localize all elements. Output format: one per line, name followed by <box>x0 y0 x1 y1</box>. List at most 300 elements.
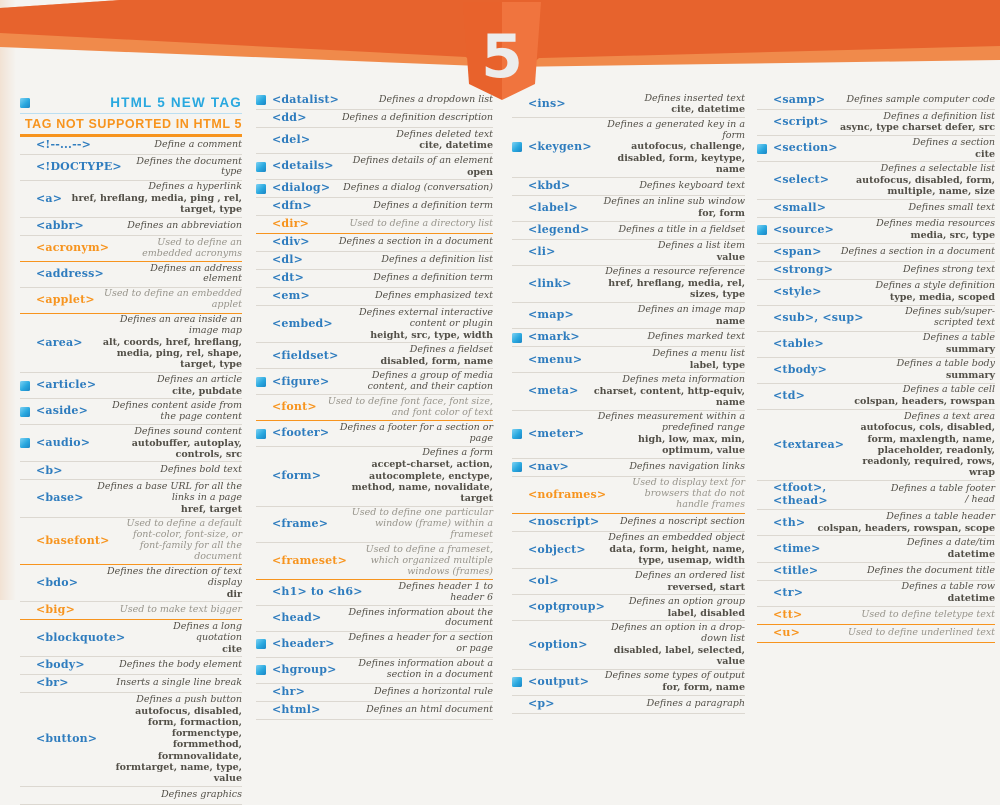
tag-row <box>256 252 493 270</box>
tag-name-text: <tfoot>, <thead> <box>773 481 828 508</box>
tag-attributes: high, low, max, min, optimum, value <box>637 434 745 457</box>
tag-info <box>91 660 242 671</box>
tag-name <box>20 337 83 350</box>
tag-info <box>102 375 242 397</box>
tag-name <box>256 376 329 389</box>
tag-description: Used to define underlined text <box>848 626 995 638</box>
tag-name-text: <head> <box>272 611 322 625</box>
tag-row <box>256 447 493 507</box>
tag-name-text: <fieldset> <box>272 348 339 362</box>
tag-info <box>369 582 493 604</box>
tag-name <box>512 246 556 259</box>
tag-row <box>256 234 493 252</box>
tag-attributes: href, hreflang, media, ping , rel, target, type <box>71 193 242 216</box>
tag-description: Defines an html document <box>366 703 493 715</box>
tag-name-text: <hgroup> <box>272 662 337 676</box>
tag-attributes: value <box>716 252 745 264</box>
tag-description: Used to display text for browsers that do not handle frames <box>632 477 745 511</box>
tag-description: Defines a long quotation <box>173 620 242 643</box>
tag-description: Defines a form <box>422 447 493 459</box>
tag-description: Defines header 1 to header 6 <box>398 580 493 603</box>
tag-name <box>512 141 592 154</box>
tag-name <box>757 364 827 377</box>
tag-name-text: <textarea> <box>773 437 845 451</box>
tag-description: Defines the direction of text display <box>107 565 242 588</box>
tag-row <box>512 329 745 347</box>
tag-list-1 <box>20 137 242 805</box>
tag-info <box>335 423 493 445</box>
tag-info <box>578 267 745 300</box>
tag-row <box>20 236 242 262</box>
tag-name <box>256 218 309 231</box>
tag-row <box>757 306 995 332</box>
tag-info <box>870 307 995 329</box>
tag-name <box>256 94 339 107</box>
tag-row <box>512 240 745 266</box>
tag-attributes: data, form, height, name, type, usemap, width <box>609 544 745 567</box>
tag-name-text: <select> <box>773 173 830 187</box>
tag-info <box>345 345 494 367</box>
tag-info <box>806 628 995 639</box>
tag-name-text: <keygen> <box>528 140 592 154</box>
tag-info <box>311 687 493 698</box>
tag-name-text: <mark> <box>528 330 580 344</box>
tag-name <box>256 318 333 331</box>
tag-row <box>757 510 995 536</box>
tag-info <box>835 112 995 134</box>
tag-row <box>20 565 242 602</box>
tag-info <box>612 478 745 511</box>
column-3 <box>512 92 745 710</box>
tag-name-text: <source> <box>773 222 835 236</box>
tag-attributes: type, media, scoped <box>889 292 995 304</box>
new-tag-bullet-icon <box>256 377 266 387</box>
tag-name-text: <samp> <box>773 93 826 107</box>
tag-info <box>572 94 745 116</box>
tag-info <box>89 315 242 370</box>
tag-info <box>832 203 995 214</box>
tag-attributes: async, type charset defer, src <box>839 122 995 134</box>
tag-name-text: <embed> <box>272 316 333 330</box>
tag-name <box>512 331 580 344</box>
tag-name-text: <li> <box>528 244 556 258</box>
tag-description: Defines a header for a section or page <box>348 632 493 655</box>
new-tag-bullet-icon <box>757 225 767 235</box>
tag-description: Defines a paragraph <box>646 697 745 709</box>
tag-info <box>343 659 493 681</box>
tag-name <box>256 518 328 531</box>
tag-row <box>512 411 745 459</box>
tag-row <box>20 137 242 155</box>
tag-info <box>68 182 242 215</box>
tag-description: Defines small text <box>908 201 995 213</box>
tag-description: Defines a text area <box>903 410 995 422</box>
tag-attributes: autofocus, challenge, disabled, form, keytype, name <box>617 141 745 175</box>
tag-description: Defines a section in a document <box>840 245 995 257</box>
tag-row <box>20 373 242 399</box>
tag-description: Defines keyboard text <box>639 179 745 191</box>
tag-description: Defines sound content <box>134 425 242 437</box>
tag-name <box>20 268 104 281</box>
tag-name-text: <big> <box>36 603 75 617</box>
tag-description: Defines a group of media content, and their caption <box>367 369 493 392</box>
tag-row <box>512 196 745 222</box>
tag-description: Used to define font face, font size, and font color of text <box>327 395 493 418</box>
tag-name <box>512 461 569 474</box>
new-tag-bullet-icon <box>20 381 30 391</box>
tag-name-text: <object> <box>528 542 586 556</box>
tag-name-text: <frame> <box>272 517 329 531</box>
tag-name <box>20 294 95 307</box>
tag-row <box>512 178 745 196</box>
tag-name <box>512 224 590 237</box>
tag-info <box>580 305 745 327</box>
tag-attributes: href, hreflang, media, rel, sizes, type <box>608 278 745 301</box>
tag-row <box>20 657 242 675</box>
tag-name-text: <!--...--> <box>36 138 92 152</box>
tag-name-text: <td> <box>773 389 806 403</box>
tag-description: Defines information about a section in a document <box>358 658 493 681</box>
tag-info <box>42 790 242 801</box>
tag-name <box>512 575 559 588</box>
tag-name <box>256 236 310 249</box>
tag-name <box>256 686 305 699</box>
tag-info <box>824 566 995 577</box>
tag-info <box>341 633 493 655</box>
tag-name-text: <optgroup> <box>528 600 606 614</box>
tag-name <box>757 224 834 237</box>
tag-info <box>598 120 745 175</box>
tag-info <box>327 448 493 504</box>
tag-name <box>757 543 821 556</box>
tag-name-text: <abbr> <box>36 219 84 233</box>
tag-description: Defines the document title <box>867 564 995 576</box>
tag-row <box>512 621 745 669</box>
tag-row <box>256 154 493 180</box>
tag-row <box>512 670 745 696</box>
new-tag-bullet-icon <box>512 333 522 343</box>
tag-name-text: <!DOCTYPE> <box>36 160 122 174</box>
tag-row <box>512 569 745 595</box>
tag-row <box>757 162 995 199</box>
tag-name <box>512 428 584 441</box>
tag-attributes: autofocus, cols, disabled, form, maxlength, name, placeholder, readonly, readonly, required, rows, wrap <box>860 422 995 479</box>
tag-info <box>588 349 745 371</box>
tag-name-text: <bdo> <box>36 575 79 589</box>
tag-name-text: <dl> <box>272 253 304 267</box>
tag-row <box>256 216 493 234</box>
tag-attributes: datetime <box>947 592 995 604</box>
tag-row <box>256 658 493 684</box>
tag-row <box>256 288 493 306</box>
tag-description: Defines a definition term <box>373 272 493 284</box>
tag-description: Used to define a default font-color, font-size, or font-family for all the document <box>126 518 242 562</box>
tag-row <box>512 347 745 373</box>
tag-name-text: <aside> <box>36 404 89 418</box>
tag-name-text: <tt> <box>773 607 803 621</box>
tag-description: Used to define a frameset, which organized multiple windows (frames) <box>365 543 493 577</box>
new-tag-bullet-icon <box>512 677 522 687</box>
tag-name <box>512 309 574 322</box>
tag-info <box>110 264 242 286</box>
tag-row <box>757 262 995 280</box>
tag-row <box>256 92 493 110</box>
tag-name <box>20 465 63 478</box>
tag-description: Defines a definition term <box>373 200 493 212</box>
tag-name <box>256 612 321 625</box>
tag-row <box>757 563 995 581</box>
tag-description: Defines a title in a fieldset <box>618 223 745 235</box>
tag-description: Defines a table footer / head <box>890 483 995 506</box>
new-tag-bullet-icon <box>512 142 522 152</box>
tag-attributes: dir <box>226 588 242 600</box>
tag-name-text: <label> <box>528 200 579 214</box>
tag-info <box>584 375 745 408</box>
tag-description: Used to define one particular window (frame) within a frameset <box>351 507 493 541</box>
tag-name-text: <area> <box>36 335 83 349</box>
tag-name <box>512 278 572 291</box>
tag-name-text: <th> <box>773 515 806 529</box>
tag-attributes: href, target <box>180 503 242 515</box>
tag-attributes: cite, pubdate <box>172 385 242 397</box>
tag-name-text: <br> <box>36 676 69 690</box>
tag-name-text: <footer> <box>272 426 330 440</box>
tag-row <box>512 696 745 714</box>
tag-row <box>20 675 242 693</box>
new-tag-bullet-icon <box>256 639 266 649</box>
tag-list-4 <box>757 92 995 643</box>
tag-name-text: <em> <box>272 289 310 303</box>
new-tag-bullet-icon <box>20 438 30 448</box>
tag-attributes: cite, datetime <box>419 140 493 152</box>
tag-row <box>256 110 493 128</box>
tag-attributes: cite, datetime <box>671 104 745 116</box>
tag-attributes: charset, content, http-equiv, name <box>593 385 745 409</box>
tag-name-text: <del> <box>272 133 311 147</box>
tag-description: Defines marked text <box>647 331 745 343</box>
tag-name-text: <menu> <box>528 352 583 366</box>
tag-description: Defines an inline sub window <box>603 196 745 208</box>
tag-description: Defines measurement within a predefined range <box>597 411 745 434</box>
tag-row <box>256 369 493 395</box>
tag-info <box>828 247 995 258</box>
tag-description: Defines a dialog (conversation) <box>343 182 493 194</box>
tag-info <box>808 610 995 621</box>
tag-name-text: <acronym> <box>36 241 110 255</box>
tag-info <box>101 289 242 311</box>
tag-name <box>256 160 334 173</box>
tag-name <box>256 290 310 303</box>
tag-row <box>512 373 745 410</box>
tag-info <box>94 401 242 423</box>
tag-description: Defines a hyperlink <box>148 181 242 193</box>
tag-row <box>757 536 995 562</box>
tag-description: Defines details of an element <box>352 154 493 166</box>
tag-info <box>811 385 995 407</box>
tag-name-text: <table> <box>773 336 824 350</box>
tag-info <box>827 538 995 560</box>
tag-description: Defines bold text <box>160 464 242 476</box>
tag-attributes: label, type <box>689 359 745 371</box>
tag-description: Defines a generated key in a form <box>607 118 745 141</box>
tag-attributes: autofocus, disabled, form, formaction, formenctype, formmethod, formnovalidate, formtarget, name, type, value <box>115 705 242 784</box>
tag-name-text: <blockquote> <box>36 630 126 644</box>
tag-description: Defines an abbreviation <box>127 220 242 232</box>
new-tag-heading: HTML 5 NEW TAG <box>110 95 242 110</box>
tag-attributes: label, disabled <box>667 607 745 619</box>
tag-name-text: <nav> <box>528 460 569 474</box>
tag-info <box>318 201 493 212</box>
tag-row <box>20 787 242 805</box>
tag-name-text: <body> <box>36 658 85 672</box>
tag-info <box>561 699 745 710</box>
tag-description: Defines media resources <box>876 218 995 230</box>
tag-info <box>339 308 493 341</box>
tag-attributes: alt, coords, href, hreflang, media, ping, rel, shape, target, type <box>102 337 242 371</box>
tag-info <box>75 678 242 689</box>
tag-info <box>115 238 242 260</box>
tag-description: Defines information about the document <box>348 606 493 629</box>
tag-attributes: name <box>715 315 745 327</box>
tag-name <box>256 638 335 651</box>
tag-name-text: <base> <box>36 491 84 505</box>
new-tag-bullet-icon <box>20 407 30 417</box>
tag-name-text: <sub>, <sup> <box>773 310 864 324</box>
tag-description: Used to define an embedded acronyms <box>142 236 242 259</box>
tag-name-text: <style> <box>773 284 822 298</box>
tag-name <box>512 180 570 193</box>
tag-info <box>313 113 493 124</box>
tag-info <box>90 221 242 232</box>
tag-name <box>512 354 582 367</box>
tag-name <box>757 116 829 129</box>
tag-info <box>586 332 745 343</box>
tag-name <box>20 405 88 418</box>
tag-row <box>20 518 242 566</box>
tag-info <box>611 597 745 619</box>
tag-row <box>256 395 493 421</box>
tag-name <box>20 604 75 617</box>
tag-row <box>20 480 242 517</box>
tag-info <box>90 482 242 515</box>
tag-name-text: <tr> <box>773 585 804 599</box>
tag-name <box>757 517 805 530</box>
tag-info <box>831 95 995 106</box>
tag-description: Defines a table row <box>901 581 995 593</box>
tag-info <box>840 219 995 241</box>
tag-info <box>565 571 745 593</box>
tag-info <box>310 273 493 284</box>
tag-info <box>323 397 493 419</box>
tag-name <box>20 659 85 672</box>
tag-row <box>256 684 493 702</box>
tag-info <box>81 605 242 616</box>
tag-info <box>128 157 242 179</box>
tag-row <box>512 595 745 621</box>
tag-name-text: <meter> <box>528 427 585 441</box>
tag-name <box>256 427 329 440</box>
tag-name-text: <time> <box>773 541 821 555</box>
tag-description: Defines an embedded object <box>608 532 745 544</box>
tag-row <box>256 507 493 544</box>
tag-attributes: colspan, headers, rowspan, scope <box>817 522 995 534</box>
html5-logo-shield <box>463 2 541 100</box>
tag-description: Defines emphasized text <box>375 290 493 302</box>
tag-row <box>512 532 745 569</box>
tag-info <box>336 183 493 194</box>
tag-info <box>605 517 745 528</box>
tag-name <box>20 535 110 548</box>
tag-name <box>20 492 84 505</box>
tag-row <box>20 314 242 373</box>
tag-name <box>20 379 96 392</box>
tag-info <box>131 622 242 655</box>
tag-row <box>20 262 242 288</box>
tag-name <box>20 161 122 174</box>
tag-attributes: autofocus, disabled, form, multiple, name, size <box>856 174 995 197</box>
tag-description: Defines a table header <box>886 510 995 522</box>
tag-description: Defines external interactive content or plugin <box>359 306 493 329</box>
tag-row <box>512 477 745 514</box>
tag-name <box>256 704 321 717</box>
tag-attributes: colspan, headers, rowspan <box>854 396 995 408</box>
tag-description: Defines a section <box>912 136 995 148</box>
tag-info <box>103 695 242 784</box>
tag-name <box>512 489 606 502</box>
tag-name <box>256 254 303 267</box>
tag-attributes: cite <box>222 643 242 655</box>
tag-name-text: <dd> <box>272 111 307 125</box>
tag-row <box>757 92 995 110</box>
column-1 <box>20 92 242 800</box>
tag-name-text: <small> <box>773 200 827 214</box>
tag-name <box>757 609 802 622</box>
unsupported-heading: TAG NOT SUPPORTED IN HTML 5 <box>24 117 242 131</box>
legend-unsupported-tag <box>20 114 242 137</box>
tag-row <box>20 155 242 181</box>
tag-info <box>828 281 995 303</box>
tag-row <box>256 343 493 369</box>
tag-list-3 <box>512 92 745 714</box>
tag-row <box>512 92 745 118</box>
tag-row <box>757 332 995 358</box>
new-tag-bullet-icon <box>256 665 266 675</box>
tag-info <box>96 427 242 460</box>
tag-name-text: <figure> <box>272 374 330 388</box>
tag-row <box>20 181 242 218</box>
tag-attributes: datetime <box>947 548 995 560</box>
tag-row <box>757 607 995 625</box>
tag-name <box>256 350 339 363</box>
tag-description: Defines an area inside an image map <box>119 314 242 337</box>
tag-row <box>757 280 995 306</box>
tag-description: Defines a section in a document <box>338 236 493 248</box>
tag-name-text: <dfn> <box>272 199 312 213</box>
tag-description: Defines a date/tim <box>906 536 995 548</box>
tag-row <box>757 136 995 162</box>
tag-row <box>512 303 745 329</box>
tag-name <box>757 627 800 640</box>
tag-row <box>20 620 242 657</box>
tag-description: Defines an article <box>156 373 242 385</box>
tag-name <box>20 677 69 690</box>
tag-info <box>844 138 995 160</box>
tag-row <box>512 118 745 177</box>
tag-description: Defines a horizontal rule <box>373 685 493 697</box>
tag-info <box>830 333 995 355</box>
tag-name <box>256 470 321 483</box>
tag-info <box>327 705 493 716</box>
